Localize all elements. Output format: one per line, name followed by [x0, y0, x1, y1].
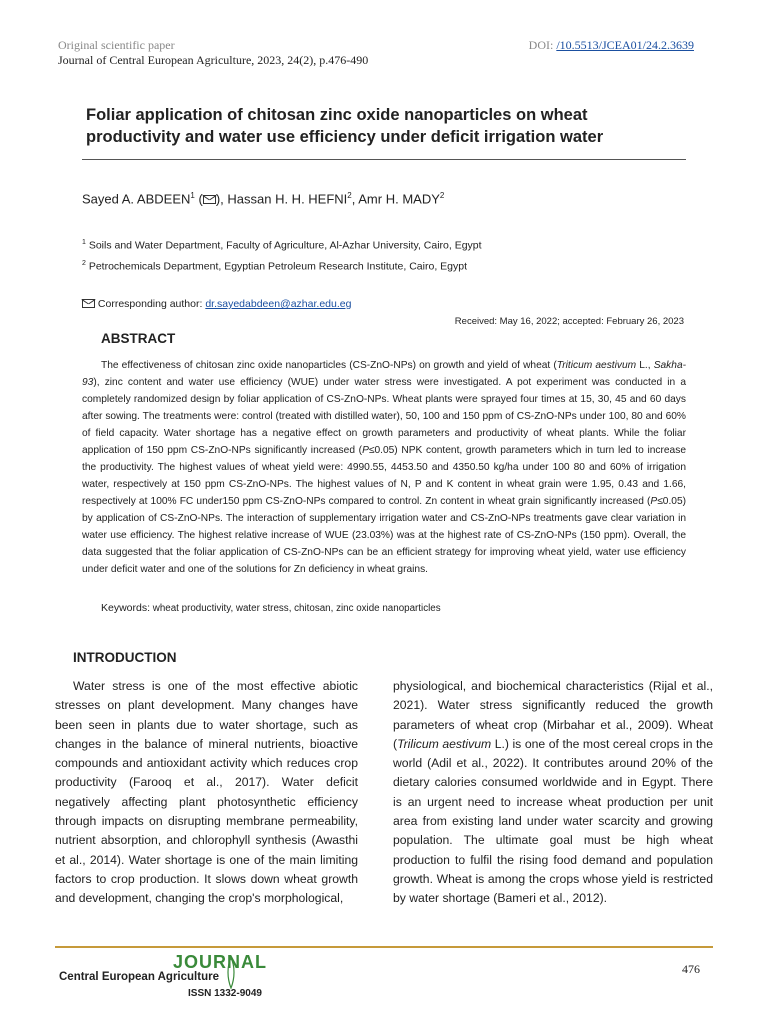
introduction-text: L.) is one of the most cereal crops in the world (Adil et al., 2022). It contributes around 20% of the dietary calories consumed worldwide and in Egypt. There is an urgent need to increase wheat production per unit area from existing land under water scarcity and growing population. The ultimate goal must be high wheat production to fulfil the rising food demand and population growth. Wheat is among the crops whose yield is restricted by water shortage (Bameri et al., 2012).: [393, 736, 713, 906]
doi-link[interactable]: /10.5513/JCEA01/24.2.3639: [556, 38, 694, 52]
footer-divider: [55, 946, 713, 948]
author-list: [82, 191, 444, 206]
affiliation-2-text: Petrochemicals Department, Egyptian Petroleum Research Institute, Cairo, Egypt: [85, 260, 467, 273]
author-sep: (: [194, 191, 203, 207]
author-3-affil: 2: [439, 191, 445, 200]
journal-citation: Journal of Central European Agriculture, 2023, 24(2), p.476-490: [58, 53, 369, 67]
p-value-symbol: P: [362, 445, 369, 456]
affiliation-1: [82, 239, 482, 252]
keywords-text: wheat productivity, water stress, chitosan, zinc oxide nanoparticles: [150, 603, 441, 614]
abstract-body: [82, 357, 686, 578]
paper-title: Foliar application of chitosan zinc oxide nanoparticles on wheat productivity and water use efficiency under deficit irrigation water: [86, 106, 604, 146]
abstract-text: The effectiveness of chitosan zinc oxide nanoparticles (CS-ZnO-NPs) on growth and yield of wheat (: [101, 360, 557, 371]
keywords: [101, 602, 441, 614]
leaf-icon: [226, 956, 236, 990]
author-2-affil: 2: [347, 191, 352, 200]
corresponding-author: [82, 298, 351, 310]
author-1: Sayed A. ABDEEN: [82, 191, 191, 207]
affiliation-1-text: Soils and Water Department, Faculty of Agriculture, Al-Azhar University, Cairo, Egypt: [85, 239, 482, 252]
title-divider: [82, 159, 686, 160]
doi: [529, 38, 694, 53]
affiliation-1-number: 1: [82, 239, 86, 246]
article-type: Original scientific paper: [58, 38, 175, 52]
introduction-heading: INTRODUCTION: [73, 650, 177, 665]
author-sep: ,: [351, 191, 359, 207]
abstract-text: ), zinc content and water use efficiency (WUE) under water stress were investigated. A pot experiment was conducted in a completely randomized design by foliar application of CS-ZnO-NPs. Wheat plants were sprayed four times at 15, 30, 45 and 60 days after sowing. The treatments were: control (treated with distilled water), 50, 100 and 150 ppm of CS-ZnO-NPs under 100, 80 and 60% of field capacity. Water shortage has a negative effect on growth parameters and productivity of wheat plants. While the foliar application of 150 ppm CS-ZnO-NPs significantly increased (: [82, 377, 686, 456]
envelope-icon[interactable]: [203, 195, 216, 204]
abstract-text: ≤0.05) NPK content, growth parameters which in turn led to increase the productivity. The highest values of wheat yield were: 4990.55, 4453.50 and 4350.50 kg/ha under 100 80 and 60% of irrigation water, respectively at 150 ppm CS-ZnO-NPs. The highest values of N, P and K content in wheat grain were 1.95, 0.43 and 1.66, respectively at 100% FC under150 ppm CS-ZnO-NPs compared to control. Zn content in wheat grain significantly increased (: [82, 445, 686, 507]
author-sep: ),: [215, 191, 228, 207]
cultivar-name: Sakha-93: [82, 360, 686, 388]
author-2: Hassan H. H. HEFNI: [227, 191, 348, 207]
corresponding-email-link[interactable]: dr.sayedabdeen@azhar.edu.eg: [205, 298, 352, 310]
species-name: Trilicum aestivum: [397, 736, 492, 751]
abstract-heading: ABSTRACT: [101, 331, 176, 346]
journal-logo-word: JOURNAL: [173, 952, 268, 972]
envelope-icon: [82, 299, 95, 308]
affiliation-2-number: 2: [82, 260, 86, 267]
affiliation-2: [82, 260, 467, 273]
introduction-text: physiological, and biochemical characteristics (Rijal et al., 2021). Water stress significantly reduced the growth parameters of wheat crop (Mirbahar et al., 2009). Wheat (: [393, 679, 713, 751]
introduction-column-left: [55, 677, 358, 909]
abstract-text: L.,: [636, 360, 654, 371]
corresponding-label: Corresponding author:: [97, 298, 206, 310]
abstract-paragraph: [82, 357, 686, 578]
journal-issn: ISSN 1332-9049: [188, 988, 262, 999]
introduction-paragraph: Water stress is one of the most effective abiotic stresses on plant development. Many changes have been seen in plants due to water shortage, such as changes in the balance of mineral nutrients, bioactive compounds and antioxidant activity which reduces crop productivity (Farooq et al., 2017). Water deficit negatively affecting plant photosynthetic efficiency through impacts on disrupting membrane permeability, nutrient absorption, and chlorophyll synthesis (Awasthi et al., 2014). Water shortage is one of the main limiting factors to crop production. It slows down wheat growth and development, changing the crop's morphological,: [55, 679, 358, 906]
species-name: Triticum aestivum: [556, 360, 637, 371]
author-1-affil: 1: [190, 191, 195, 200]
journal-logo-name: Central European Agriculture: [59, 971, 219, 983]
author-3: Amr H. MADY: [358, 191, 440, 207]
doi-label: DOI:: [528, 38, 557, 52]
keywords-label: Keywords:: [101, 602, 151, 614]
p-value-symbol: P: [650, 496, 658, 507]
page-number: 476: [682, 962, 700, 976]
introduction-paragraph: [393, 677, 713, 909]
abstract-text: ≤0.05) by application of CS-ZnO-NPs. The interaction of supplementary irrigation water and CS-ZnO-NPs treatments gave clear variation in water use efficiency. The highest relative increase of WUE (23.03%) was at the highest rate of CS-ZnO-NPs (150 ppm). Overall, the data suggested that the foliar application of CS-ZnO-NPs can be an efficient strategy for improving wheat yield, water use efficiency under deficit water and one of the solutions for Zn deficiency in wheat grains.: [82, 496, 686, 575]
introduction-column-right: [393, 677, 713, 909]
received-dates: Received: May 16, 2022; accepted: February 26, 2023: [454, 316, 684, 327]
